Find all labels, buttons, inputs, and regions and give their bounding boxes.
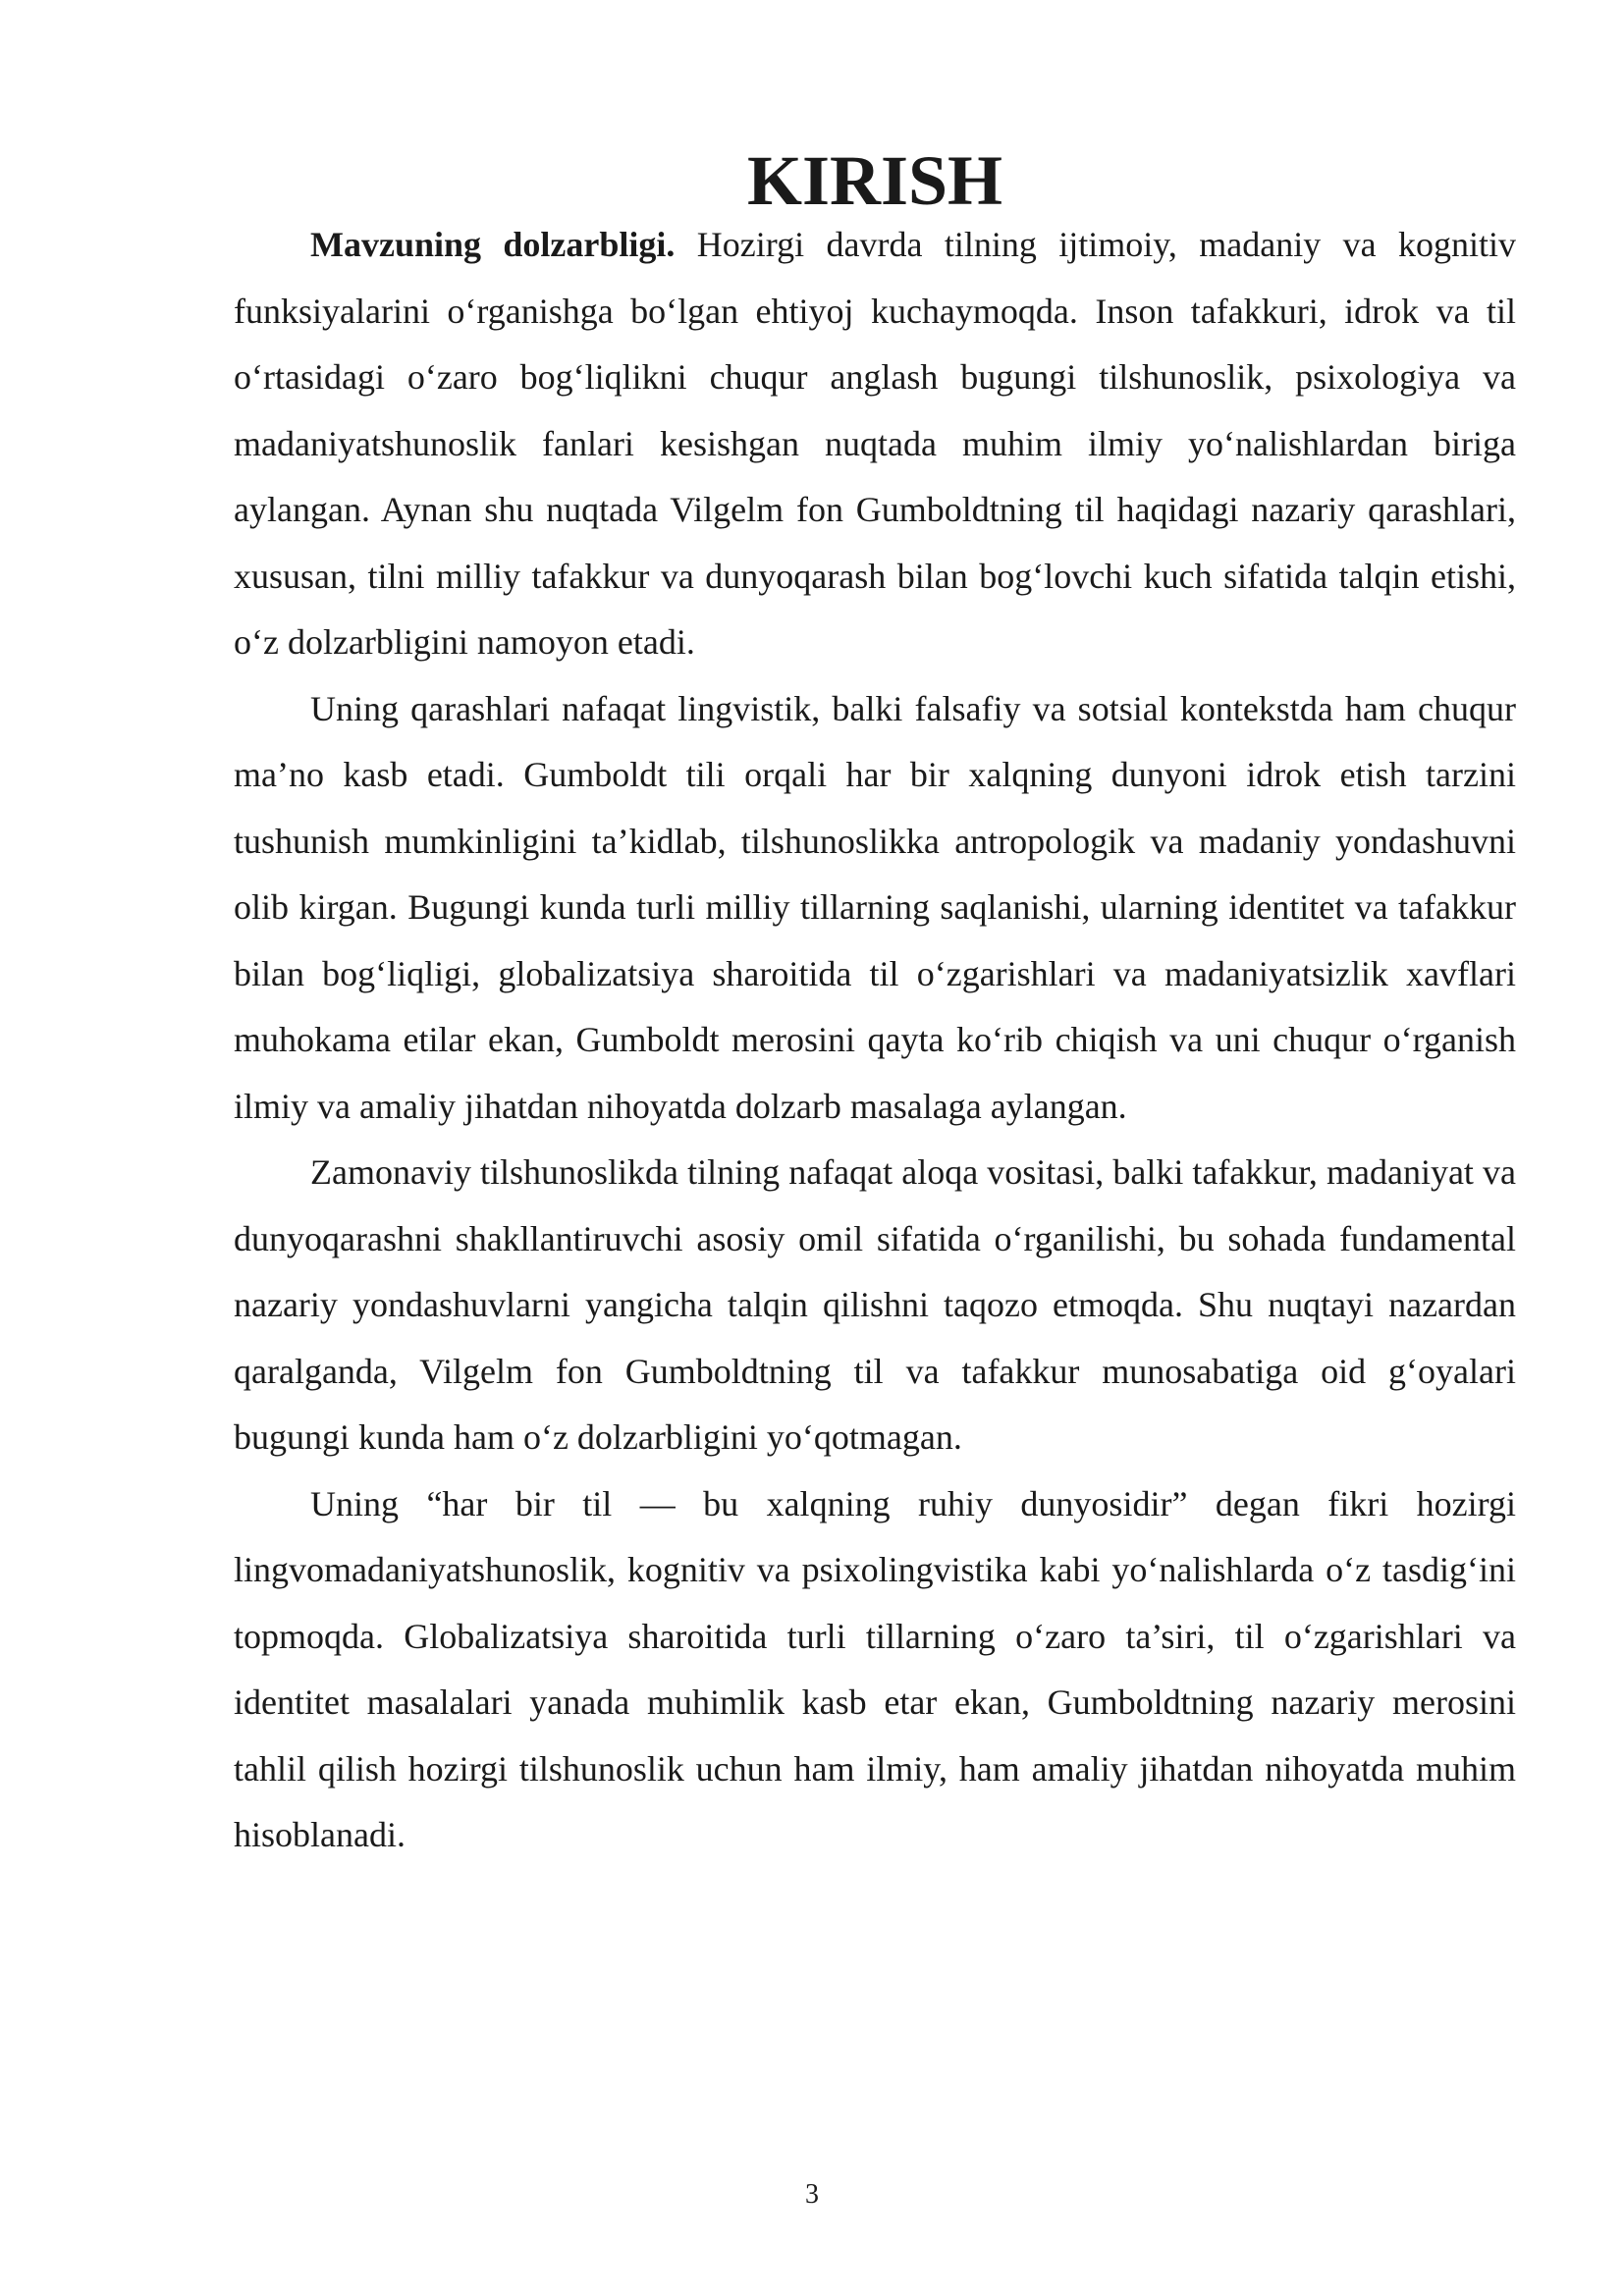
section-heading: KIRISH <box>746 141 1003 220</box>
paragraph-quote <box>234 1471 1516 1869</box>
paragraph-lead: Mavzuning dolzarbligi. <box>310 225 676 264</box>
paragraph-relevance <box>234 212 1516 676</box>
paragraph-modern-linguistics <box>234 1140 1516 1471</box>
paragraph-text: Hozirgi davrda tilning ijtimoiy, madaniy va kognitiv funksiyalarini o‘rganishga bo‘lgan ehtiyoj kuchaymoqda. Inson tafakkuri, idrok va til o‘rtasidagi o‘zaro bog‘liqlikni chuqur anglash bugungi tilshunoslik, psixologiya va madaniyatshunoslik fanlari kesishgan nuqtada muhim ilmiy yo‘nalishlardan biriga aylangan. Aynan shu nuqtada Vilgelm fon Gumboldtning til haqidagi nazariy qarashlari, xususan, tilni milliy tafakkur va dunyoqarash bilan bog‘lovchi kuch sifatida talqin etishi, o‘z dolzarbligini namoyon etadi. <box>234 225 1517 662</box>
paragraph-text: Uning qarashlari nafaqat lingvistik, balki falsafiy va sotsial kontekstda ham chuqur ma’no kasb etadi. Gumboldt tili orqali har bir xalqning dunyoni idrok etish tarzini tushunish mumkinligini ta’kidlab, tilshunoslikka antropologik va madaniy yondashuvni olib kirgan. Bugungi kunda turli milliy tillarning saqlanishi, ularning identitet va tafakkur bilan bog‘liqligi, globalizatsiya sharoitida til o‘zgarishlari va madaniyatsizlik xavflari muhokama etilar ekan, Gumboldt merosini qayta ko‘rib chiqish va uni chuqur o‘rganish ilmiy va amaliy jihatdan nihoyatda dolzarb masalaga aylangan. <box>234 688 1516 1126</box>
paragraph-text: Uning “har bir til — bu xalqning ruhiy dunyosidir” degan fikri hozirgi lingvomadaniyatshunoslik, kognitiv va psixolingvistika kabi yo‘nalishlarda o‘z tasdig‘ini topmoqda. Globalizatsiya sharoitida turli tillarning o‘zaro ta’siri, til o‘zgarishlari va identitet masalalari yanada muhimlik kasb etar ekan, Gumboldtning nazariy merosini tahlil qilish hozirgi tilshunoslik uchun ham ilmiy, ham amaliy jihatdan nihoyatda muhim hisoblanadi. <box>234 1483 1516 1854</box>
paragraph-views <box>234 676 1516 1141</box>
page-body <box>234 141 1517 1869</box>
paragraph-text: Zamonaviy tilshunoslikda tilning nafaqat aloqa vositasi, balki tafakkur, madaniyat va dunyoqarashni shakllantiruvchi asosiy omil sifatida o‘rganilishi, bu sohada fundamental nazariy yondashuvlarni yangicha talqin qilishni taqozo etmoqda. Shu nuqtayi nazardan qaralganda, Vilgelm fon Gumboldtning til va tafakkur munosabatiga oid g‘oyalari bugungi kunda ham o‘z dolzarbligini yo‘qotmagan. <box>234 1152 1516 1457</box>
page-number: 3 <box>805 2179 819 2210</box>
